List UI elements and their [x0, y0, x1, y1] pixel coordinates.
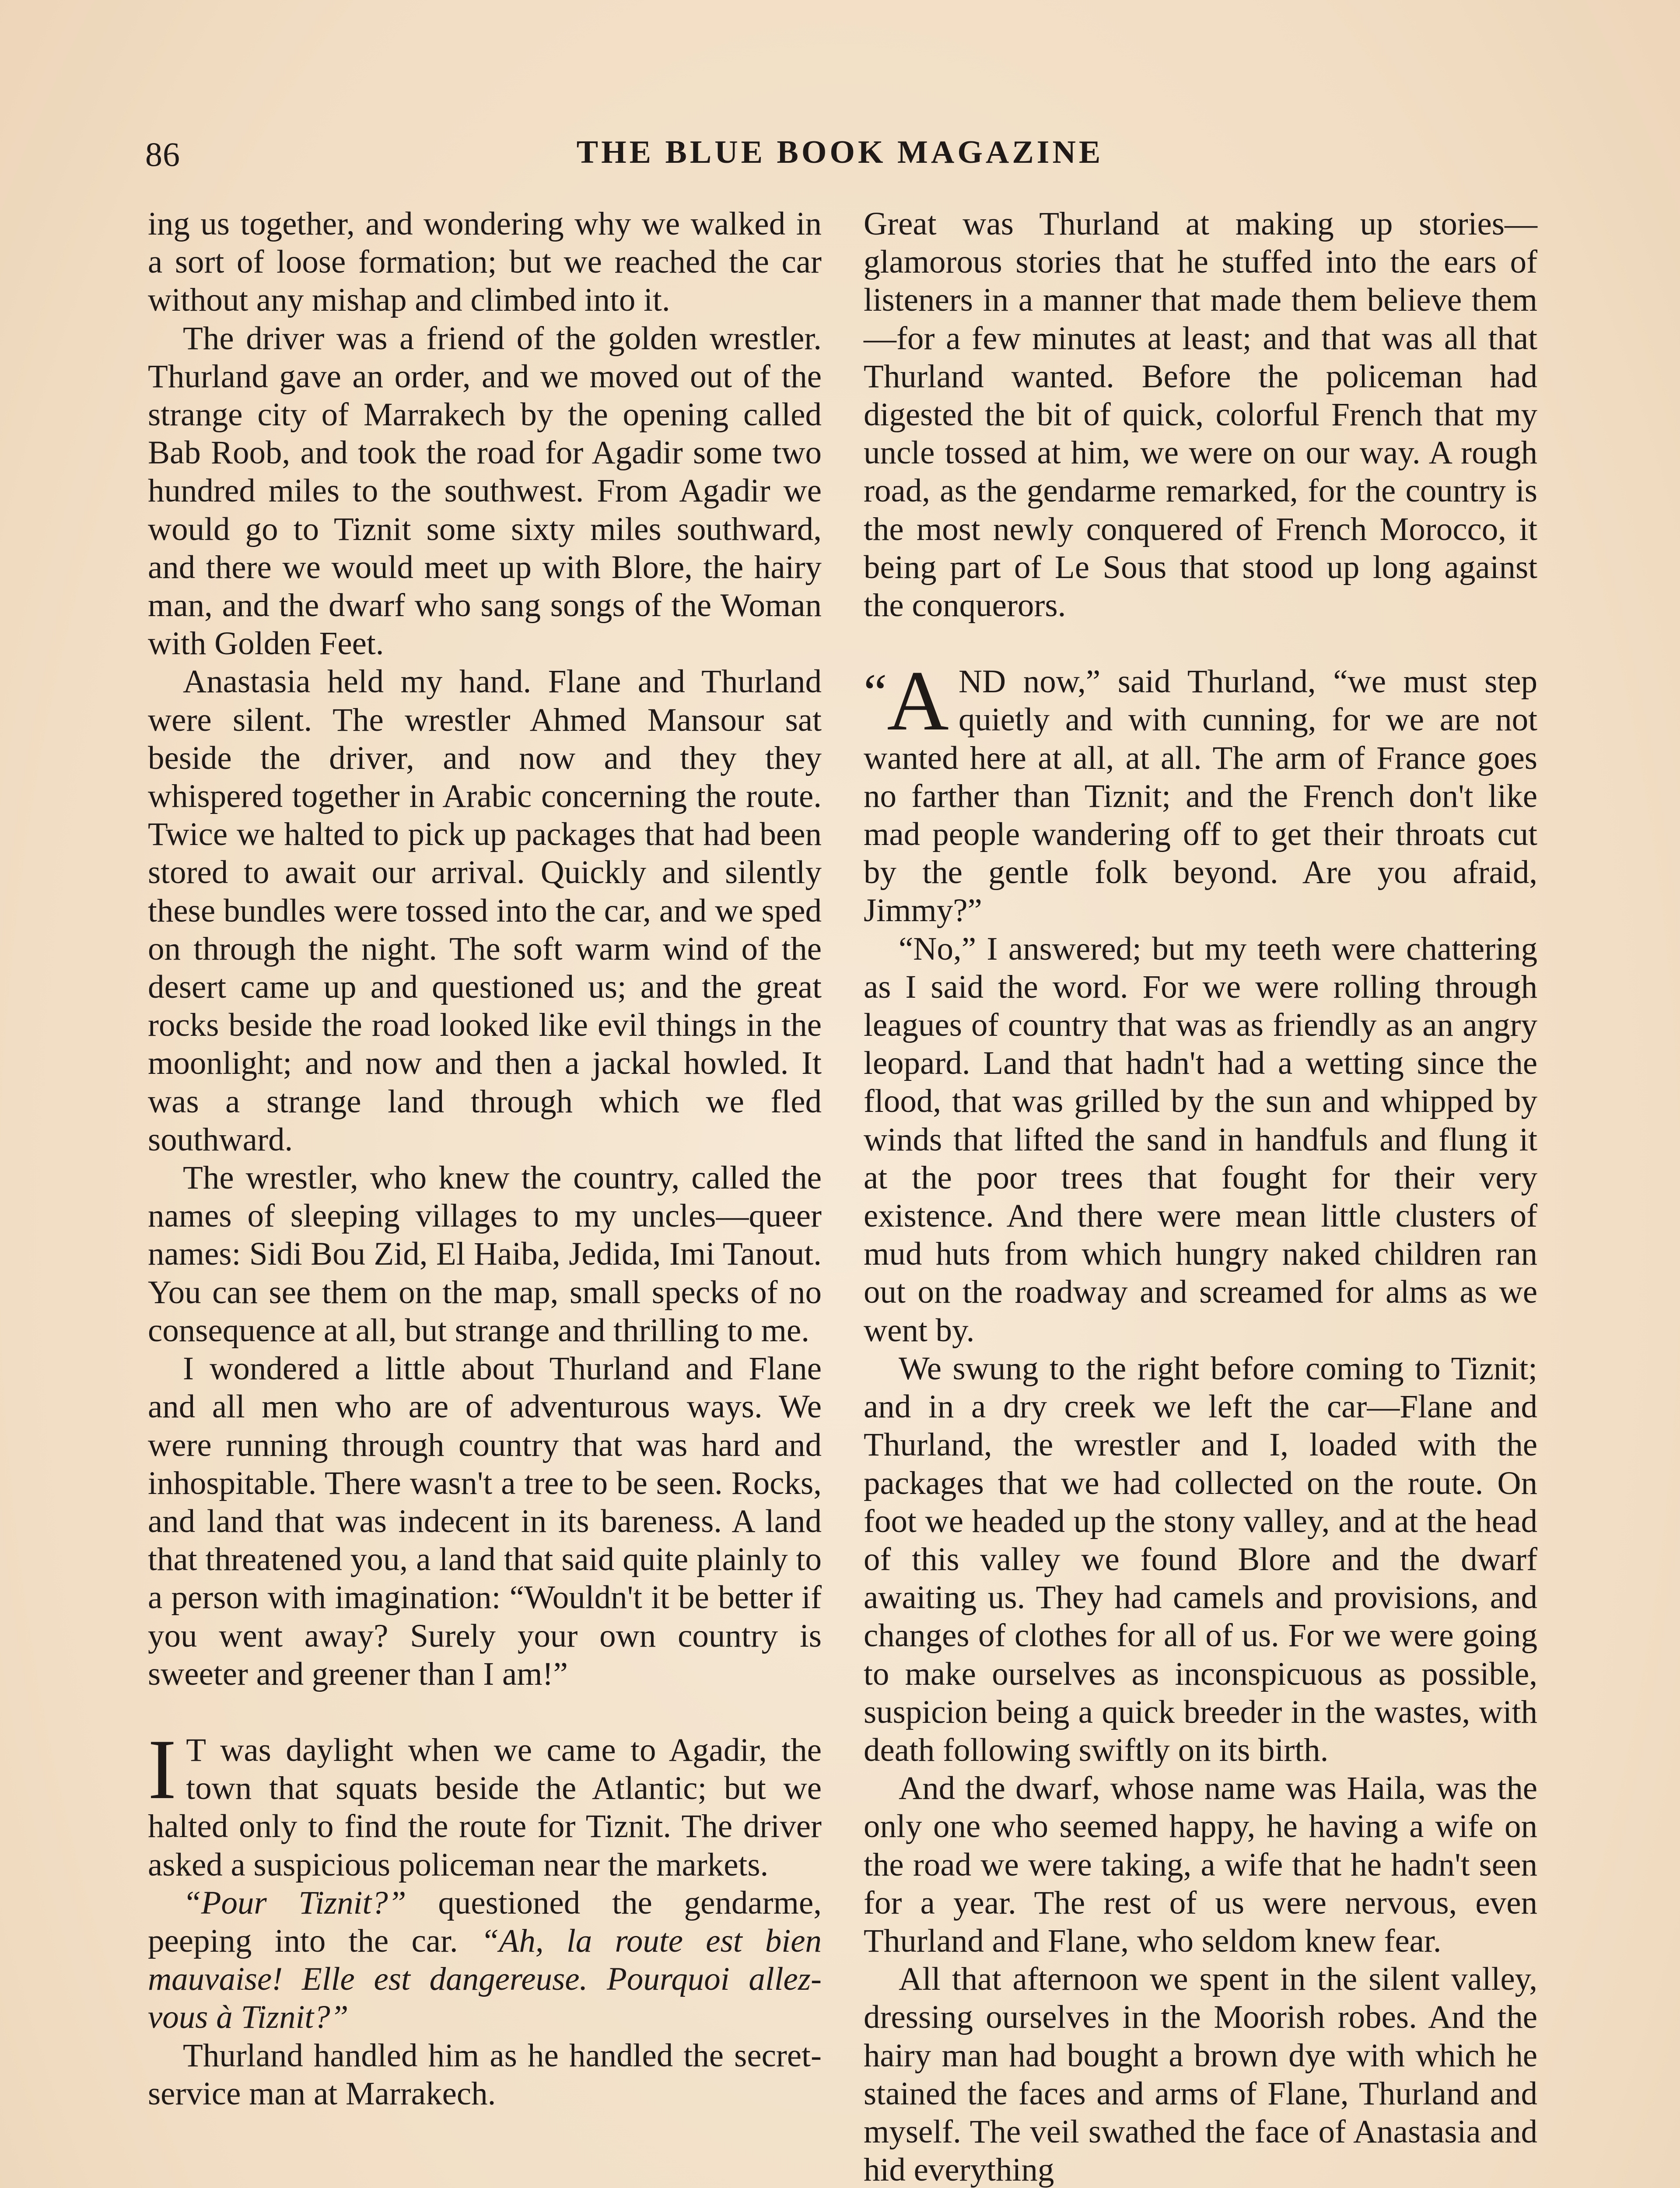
paragraph-text: T was daylight when we came to Agadir, the town that squats beside the Atlantic; but we halted only to find the route for Tiznit. The driver asked a suspicious policeman near the markets. — [148, 1732, 822, 1883]
running-head: THE BLUE BOOK MAGAZINE — [576, 134, 1104, 170]
drop-cap: I — [148, 1722, 177, 1817]
paragraph: The wrestler, who knew the country, called the names of sleeping villages to my uncles—queer names: Sidi Bou Zid, El Haiba, Jedida, Imi Tanout. You can see them on the map, small specks of no consequence at all, but strange and thrilling to me. — [148, 1160, 822, 1349]
french-dialogue: “Ah, la route est bien mauvaise! Elle est dangereuse. Pourquoi allez-vous à Tiznit?” — [148, 1922, 822, 2036]
small-caps-text: ND — [958, 663, 1006, 700]
section-paragraph — [148, 1722, 822, 1884]
paragraph: All that afternoon we spent in the silent valley, dressing ourselves in the Moorish robes. And the hairy man had bought a brown dye with which he stained the faces and arms of Flane, Thurland and myself. The veil swathed the face of Anastasia and hid everything — [864, 1961, 1537, 2188]
drop-cap-letter: A — [887, 653, 949, 749]
paragraph: Great was Thurland at making up stories—glamorous stories that he stuffed into the ears of listeners in a manner that made them believe them—for a few minutes at least; and that was all that Thurland wanted. Before the policeman had digested the bit of quick, colorful French that my uncle tossed at him, we were on our way. A rough road, as the gendarme remarked, for the country is the most newly conquered of French Morocco, it being part of Le Sous that stood up long against the conquerors. — [864, 206, 1537, 624]
french-dialogue: “Pour Tiznit?” — [183, 1884, 406, 1921]
right-column — [864, 205, 1537, 2188]
paragraph-text: now,” said Thurland, “we must step quietly and with cunning, for we are not wanted here at all, at all. The arm of France goes no farther than Tiznit; and the French don't like mad people wandering off to get their throats cut by the gentle folk beyond. Are you afraid, Jimmy?” — [864, 663, 1537, 929]
paragraph — [148, 1884, 822, 2037]
drop-cap-quote: “ — [864, 663, 887, 722]
paragraph: I wondered a little about Thurland and Flane and all men who are of adventurous ways. We were running through country that was hard and inhospitable. There wasn't a tree to be seen. Rocks, and land that was indecent in its bareness. A land that threatened you, a land that said quite plainly to a person with imagination: “Wouldn't it be better if you went away? Surely your own country is sweeter and greener than I am!” — [148, 1350, 822, 1692]
section-paragraph — [864, 653, 1537, 929]
paragraph: The driver was a friend of the golden wrestler. Thurland gave an order, and we moved out of the strange city of Marrakech by the opening called Bab Roob, and took the road for Agadir some two hundred miles to the southwest. From Agadir we would go to Tiznit some sixty miles southward, and there we would meet up with Blore, the hairy man, and the dwarf who sang songs of the Woman with Golden Feet. — [148, 320, 822, 662]
drop-cap — [864, 653, 949, 749]
left-column — [148, 205, 822, 2113]
paragraph: Thurland handled him as he handled the secret-service man at Marrakech. — [148, 2037, 822, 2112]
paragraph: We swung to the right before coming to Tiznit; and in a dry creek we left the car—Flane and Thurland, the wrestler and I, loaded with the packages that we had collected on the route. On foot we headed up the stony valley, and at the head of this valley we found Blore and the dwarf awaiting us. They had camels and provisions, and changes of clothes for all of us. For we were going to make ourselves as inconspicuous as possible, suspicion being a quick breeder in the wastes, with death following swiftly on its birth. — [864, 1350, 1537, 1768]
page-number: 86 — [145, 135, 180, 173]
paragraph: “No,” I answered; but my teeth were chattering as I said the word. For we were rolling through leagues of country that was as friendly as an angry leopard. Land that hadn't had a wetting since the flood, that was grilled by the sun and whipped by winds that lifted the sand in handfuls and flung it at the poor trees that fought for their very existence. And there were mean little clusters of mud huts from which hungry naked children ran out on the roadway and screamed for alms as we went by. — [864, 930, 1537, 1349]
paragraph: ing us together, and wondering why we walked in a sort of loose formation; but we reached the car without any mishap and climbed into it. — [148, 206, 822, 319]
paragraph: And the dwarf, whose name was Haila, was the only one who seemed happy, he having a wife on the road we were taking, a wife that he hadn't seen for a year. The rest of us were nervous, even Thurland and Flane, who seldom knew fear. — [864, 1770, 1537, 1959]
paragraph: Anastasia held my hand. Flane and Thurland were silent. The wrestler Ahmed Mansour sat beside the driver, and now and they they whispered together in Arabic concerning the route. Twice we halted to pick up packages that had been stored to await our arrival. Quickly and silently these bundles were tossed into the car, and we sped on through the night. The soft warm wind of the desert came up and questioned us; and the great rocks beside the road looked like evil things in the moonlight; and now and then a jackal howled. It was a strange land through which we fled southward. — [148, 663, 822, 1158]
paragraph-text: questioned the gendarme, peeping into the car. — [148, 1884, 822, 1959]
